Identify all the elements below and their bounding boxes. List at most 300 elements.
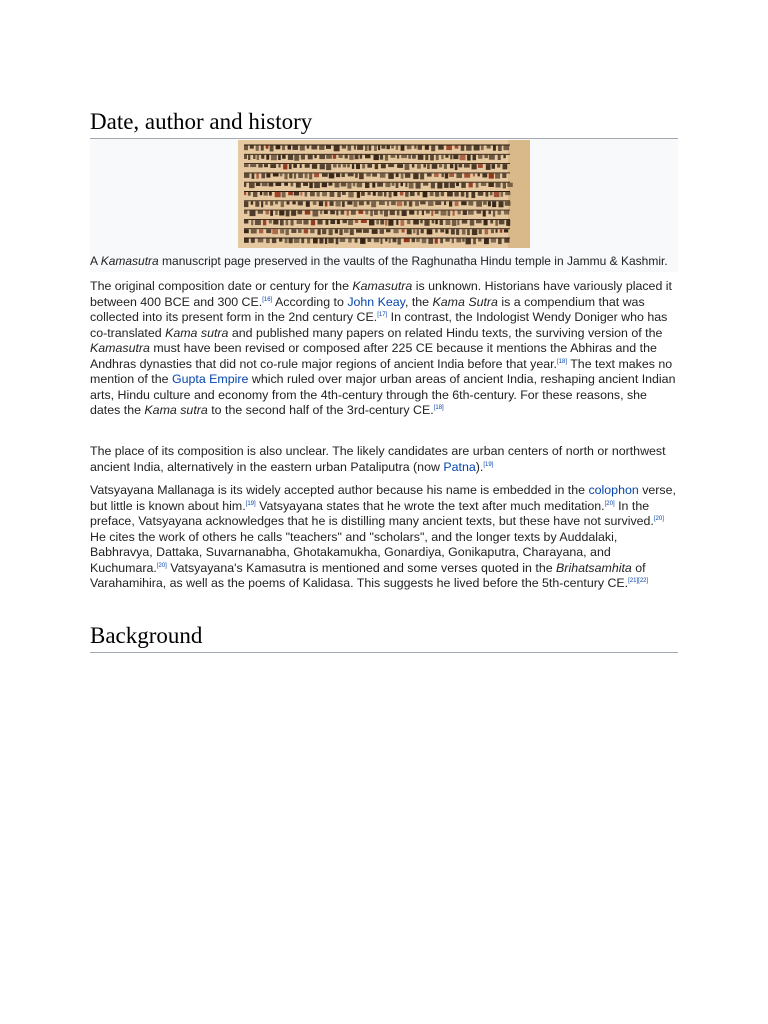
script-glyph [496, 229, 498, 233]
script-glyph [335, 229, 338, 233]
script-glyph [401, 146, 405, 151]
script-glyph [461, 183, 466, 188]
script-glyph [417, 192, 420, 196]
script-glyph [466, 239, 471, 245]
script-glyph [410, 192, 415, 196]
script-glyph [431, 211, 433, 216]
script-glyph [342, 146, 346, 149]
script-glyph [487, 146, 491, 149]
script-glyph [488, 183, 494, 187]
script-glyph [412, 164, 415, 167]
script-glyph [391, 146, 394, 149]
script-glyph [368, 239, 372, 243]
script-glyph [446, 220, 451, 225]
script-glyph [330, 211, 335, 215]
script-glyph [251, 239, 255, 243]
script-glyph [349, 155, 353, 160]
script-glyph [456, 183, 459, 186]
script-glyph [421, 229, 424, 233]
script-glyph [273, 173, 279, 176]
script-glyph [253, 155, 255, 159]
script-glyph [374, 146, 377, 152]
script-glyph [303, 220, 308, 225]
paragraph-composition-place: The place of its composition is also unclear. The likely candidates are urban centers of north or northwest ancient India, alternatively in the eastern urban Pataliputra (now Patna).[19] [90, 444, 666, 474]
script-glyph [341, 183, 346, 187]
script-glyph [337, 220, 340, 224]
script-glyph [477, 211, 482, 214]
script-glyph [423, 164, 426, 167]
script-glyph [361, 192, 365, 196]
script-glyph [256, 183, 260, 186]
script-glyph [380, 211, 383, 215]
script-glyph [294, 192, 299, 196]
script-glyph [360, 155, 362, 159]
script-glyph [430, 155, 434, 161]
script-glyph [478, 173, 480, 176]
script-glyph [394, 192, 398, 196]
script-glyph [280, 173, 283, 176]
script-glyph [407, 220, 410, 224]
script-glyph [489, 155, 495, 160]
script-glyph [324, 211, 328, 214]
script-glyph [298, 201, 303, 205]
script-glyph [485, 229, 489, 234]
script-glyph [455, 146, 459, 149]
script-glyph [357, 146, 363, 150]
script-glyph [356, 164, 360, 169]
script-glyph [476, 201, 482, 206]
link-gupta-empire[interactable]: Gupta Empire [171, 372, 249, 386]
script-glyph [264, 164, 268, 167]
script-glyph [300, 192, 302, 196]
script-glyph [374, 155, 379, 160]
script-glyph [448, 211, 451, 216]
manuscript-image[interactable] [238, 140, 530, 248]
script-glyph [272, 229, 278, 234]
script-glyph [289, 173, 292, 178]
script-glyph [386, 229, 391, 232]
script-glyph [385, 155, 388, 161]
script-glyph [462, 220, 467, 224]
script-glyph [422, 211, 424, 216]
script-glyph [387, 201, 389, 206]
script-glyph [431, 146, 435, 152]
script-glyph [472, 229, 477, 235]
script-glyph [258, 164, 262, 167]
script-glyph [326, 164, 331, 170]
figure-caption: A Kamasutra manuscript page preserved in the vaults of the Raghunatha Hindu temple in Jammu & Kashmir. [90, 254, 668, 268]
script-glyph [266, 229, 271, 233]
script-glyph [305, 192, 308, 197]
script-glyph [368, 192, 371, 195]
script-glyph [291, 229, 296, 233]
script-glyph [402, 229, 405, 232]
script-glyph [473, 173, 475, 176]
script-glyph [256, 173, 258, 178]
script-glyph [326, 146, 331, 149]
script-glyph [493, 146, 496, 151]
script-glyph [371, 201, 376, 207]
script-glyph [266, 146, 269, 149]
script-glyph [483, 211, 486, 217]
script-glyph [478, 192, 484, 196]
script-glyph [258, 239, 264, 243]
script-glyph [405, 164, 410, 170]
script-glyph [381, 164, 386, 168]
script-glyph [378, 146, 380, 151]
script-glyph [435, 211, 439, 214]
script-glyph [296, 183, 301, 188]
script-glyph [417, 229, 419, 235]
script-glyph [334, 146, 340, 152]
link-patna[interactable]: Patna [443, 459, 476, 474]
script-glyph [405, 192, 409, 197]
script-glyph [317, 192, 320, 197]
script-glyph [309, 173, 312, 179]
script-glyph [498, 211, 502, 215]
script-glyph [269, 220, 272, 224]
script-glyph [445, 229, 448, 234]
script-glyph [430, 192, 434, 196]
script-glyph [506, 220, 510, 226]
script-glyph [481, 146, 484, 151]
script-glyph [461, 201, 466, 205]
script-glyph [427, 164, 430, 169]
script-glyph [432, 164, 438, 169]
script-glyph [400, 192, 404, 196]
script-glyph [504, 239, 509, 243]
script-glyph [310, 229, 314, 233]
script-glyph [450, 155, 452, 160]
script-glyph [275, 183, 281, 186]
script-glyph [398, 239, 401, 245]
script-glyph [252, 173, 255, 179]
script-glyph [329, 173, 335, 178]
script-glyph [401, 183, 404, 187]
script-glyph [288, 146, 291, 150]
script-glyph [355, 239, 358, 243]
script-glyph [498, 239, 502, 245]
script-glyph [353, 183, 356, 187]
script-glyph [502, 173, 506, 178]
citation-16[interactable]: [16] [262, 296, 273, 303]
script-glyph [286, 229, 289, 235]
script-glyph [265, 201, 268, 205]
script-glyph [342, 192, 346, 195]
script-glyph [396, 183, 399, 188]
script-glyph [307, 146, 309, 149]
script-glyph [291, 211, 296, 216]
script-glyph [306, 201, 310, 207]
script-glyph [414, 146, 416, 149]
script-glyph [261, 173, 265, 178]
script-glyph [415, 201, 419, 206]
script-glyph [450, 164, 453, 168]
script-glyph [271, 155, 277, 160]
script-glyph [258, 211, 263, 214]
script-glyph [490, 220, 493, 224]
script-glyph [283, 164, 287, 169]
script-glyph [288, 192, 293, 195]
script-glyph [476, 183, 479, 188]
script-glyph [330, 192, 335, 197]
script-glyph [483, 201, 487, 205]
script-glyph [380, 229, 384, 234]
script-glyph [325, 201, 328, 206]
script-glyph [468, 211, 474, 215]
script-glyph [305, 211, 310, 215]
citation-19[interactable]: [19] [483, 461, 494, 468]
script-glyph [282, 155, 285, 159]
script-glyph [490, 192, 493, 195]
script-glyph [244, 164, 249, 167]
script-glyph [255, 220, 261, 225]
script-glyph [347, 183, 351, 189]
script-glyph [404, 239, 410, 243]
script-glyph [401, 220, 405, 226]
script-glyph [392, 183, 395, 186]
script-glyph [284, 183, 288, 186]
script-glyph [336, 211, 338, 216]
script-glyph [341, 211, 345, 215]
script-glyph [293, 146, 299, 150]
script-glyph [250, 211, 256, 217]
script-glyph [418, 155, 424, 160]
citation-19[interactable]: [19] [245, 500, 256, 507]
manuscript-figure [90, 139, 678, 272]
script-glyph [244, 173, 249, 178]
script-glyph [409, 201, 412, 206]
script-glyph [376, 220, 379, 225]
script-glyph [416, 239, 420, 243]
script-glyph [294, 173, 296, 178]
script-glyph [360, 239, 365, 244]
script-glyph [244, 155, 247, 159]
script-glyph [396, 173, 399, 177]
script-glyph [391, 155, 396, 158]
script-glyph [307, 239, 310, 244]
script-glyph [318, 220, 323, 225]
script-glyph [342, 173, 345, 177]
script-glyph [454, 192, 458, 197]
script-glyph [256, 146, 259, 151]
script-glyph [293, 164, 297, 168]
script-glyph [491, 239, 496, 243]
paragraph-composition-date: The original composition date or century for the Kamasutra is unknown. Historians have variously placed it between 400 BCE and 300 CE.[16] According to John Keay, the Kama Sutra is a compendium that was collected into its present form in the 2nd century CE.[17] In contrast, the Indologist Wendy Doniger who has co-translated Kama sutra and published many papers on related Hindu texts, the surviving version of the Kamasutra must have been revised or composed after 225 CE because it mentions the Abhiras and the Andhras dynasties that did not co-rule major regions of ancient India before that year.[18] The text makes no mention of the Gupta Empire which ruled over major urban areas of ancient India, reshaping ancient Indian arts, Hindu culture and economy from the 4th-century through the 6th-century. For these reasons, she dates the Kama sutra to the second half of the 3rd-century CE.[18] [90, 279, 676, 417]
script-glyph [482, 173, 487, 177]
script-glyph [432, 220, 435, 224]
script-glyph [435, 192, 439, 197]
script-glyph [348, 220, 353, 225]
script-glyph [493, 211, 495, 217]
script-glyph [355, 220, 358, 223]
script-glyph [497, 164, 500, 168]
script-glyph [310, 192, 315, 196]
script-glyph [405, 183, 407, 187]
citation-18[interactable]: [18] [557, 358, 568, 365]
script-glyph [350, 229, 354, 235]
script-glyph [363, 229, 369, 233]
script-glyph [464, 173, 470, 177]
script-glyph [339, 229, 342, 235]
script-glyph [445, 173, 448, 178]
script-glyph [494, 192, 500, 197]
script-glyph [260, 192, 262, 195]
script-glyph [367, 164, 372, 168]
script-glyph [313, 201, 317, 205]
script-glyph [435, 201, 441, 205]
script-glyph [244, 239, 249, 243]
script-glyph [294, 155, 299, 161]
script-glyph [314, 183, 320, 188]
script-glyph [343, 164, 346, 167]
link-john-keay[interactable]: John Keay [347, 294, 405, 309]
script-glyph [385, 220, 387, 226]
script-glyph [264, 192, 268, 196]
script-glyph [273, 220, 278, 225]
script-glyph [396, 146, 398, 150]
script-glyph [467, 155, 471, 161]
script-glyph [484, 155, 488, 158]
script-glyph [424, 220, 429, 226]
script-glyph [367, 201, 370, 204]
script-glyph [404, 201, 407, 205]
script-glyph [435, 229, 438, 232]
script-glyph [270, 164, 276, 168]
link-colophon[interactable]: colophon [588, 483, 639, 497]
script-glyph [320, 211, 322, 215]
script-glyph [434, 173, 439, 177]
script-glyph [397, 211, 400, 216]
script-glyph [444, 164, 447, 169]
script-glyph [463, 211, 467, 215]
script-glyph [427, 229, 433, 234]
script-glyph [460, 155, 466, 160]
script-glyph [462, 239, 464, 242]
script-glyph [413, 229, 415, 233]
script-glyph [401, 155, 407, 158]
script-glyph [478, 239, 481, 242]
script-glyph [499, 220, 505, 225]
script-glyph [499, 201, 504, 207]
script-glyph [355, 155, 359, 159]
script-glyph [336, 239, 339, 245]
citation-20[interactable]: [20] [156, 562, 167, 569]
script-glyph [266, 155, 269, 160]
script-glyph [322, 173, 328, 176]
script-glyph [462, 229, 466, 234]
script-glyph [505, 201, 511, 206]
script-glyph [459, 164, 463, 167]
script-glyph [440, 239, 443, 244]
script-glyph [300, 164, 302, 168]
script-glyph [473, 239, 476, 245]
script-glyph [428, 239, 433, 244]
script-glyph [388, 164, 394, 167]
script-glyph [412, 155, 416, 159]
script-glyph [325, 239, 327, 244]
script-glyph [339, 155, 343, 158]
script-glyph [397, 164, 403, 168]
script-glyph [250, 146, 254, 149]
script-glyph [342, 201, 345, 207]
script-glyph [355, 173, 358, 177]
script-glyph [489, 173, 494, 178]
script-glyph [270, 146, 274, 152]
script-glyph [266, 173, 270, 177]
script-glyph [279, 164, 281, 167]
script-glyph [456, 173, 462, 178]
script-glyph [298, 229, 302, 233]
script-glyph [452, 220, 456, 226]
script-glyph [259, 229, 263, 233]
script-glyph [380, 220, 384, 225]
citation-20[interactable]: [20] [653, 516, 664, 522]
script-glyph [495, 220, 497, 226]
script-glyph [359, 201, 364, 205]
script-glyph [266, 211, 270, 215]
script-glyph [425, 155, 428, 160]
script-glyph [416, 183, 421, 189]
script-glyph [478, 155, 482, 159]
script-glyph [244, 229, 249, 233]
script-glyph [345, 155, 348, 159]
script-glyph [244, 220, 248, 224]
citation-17[interactable]: [17] [377, 312, 388, 318]
script-glyph [452, 239, 454, 244]
script-glyph [369, 220, 374, 226]
section-heading-date-author-history: Date, author and history [90, 108, 678, 139]
script-glyph [385, 239, 387, 242]
script-glyph [393, 229, 398, 233]
script-glyph [387, 146, 390, 150]
script-glyph [440, 220, 443, 225]
script-glyph [498, 155, 501, 160]
script-glyph [503, 155, 505, 158]
script-glyph [275, 192, 281, 197]
script-glyph [251, 229, 257, 233]
citation-18[interactable]: [18] [433, 405, 444, 411]
script-glyph [340, 239, 346, 243]
script-glyph [348, 173, 354, 176]
script-glyph [279, 211, 284, 216]
script-glyph [372, 173, 377, 176]
script-glyph [329, 183, 333, 186]
citation-21-22[interactable]: [21][22] [628, 578, 649, 584]
script-glyph [498, 146, 502, 152]
script-glyph [445, 155, 448, 158]
script-glyph [291, 220, 294, 226]
script-glyph [453, 211, 455, 216]
script-glyph [365, 211, 368, 215]
script-glyph [297, 220, 302, 224]
script-glyph [275, 201, 278, 204]
script-glyph [365, 183, 369, 188]
citation-20[interactable]: [20] [604, 500, 615, 507]
script-glyph [418, 146, 422, 150]
script-glyph [305, 173, 308, 178]
script-glyph [300, 146, 305, 151]
script-glyph [442, 173, 444, 177]
script-glyph [270, 211, 273, 216]
script-glyph [436, 155, 439, 160]
script-glyph [351, 211, 356, 215]
paragraph-author: Vatsyayana Mallanaga is its widely accepted author because his name is embedded in the colophon verse, but little is known about him.[19] Vatsyayana states that he wrote the text after much meditation.[20] In the preface, Vatsyayana acknowledges that he is distilling many ancient texts, but these have not survived.[20] He cites the work of others he calls "teachers" and "scholars", and the longer texts by Auddalaki, Babhravya, Dattaka, Suvarnanabha, Ghotakamukha, Gonardiya, Gonikaputra, Charayana, and Kuchumara.[20] Vatsyayana's Kamasutra is mentioned and some verses quoted in the Brihatsamhita of Varahamihira, as well as the poems of Kalidasa. This suggests he lived before the 5th-century CE.[21][22] [90, 483, 676, 590]
script-glyph [370, 211, 373, 217]
script-glyph [287, 201, 290, 204]
script-glyph [393, 239, 397, 243]
script-glyph [294, 239, 300, 244]
